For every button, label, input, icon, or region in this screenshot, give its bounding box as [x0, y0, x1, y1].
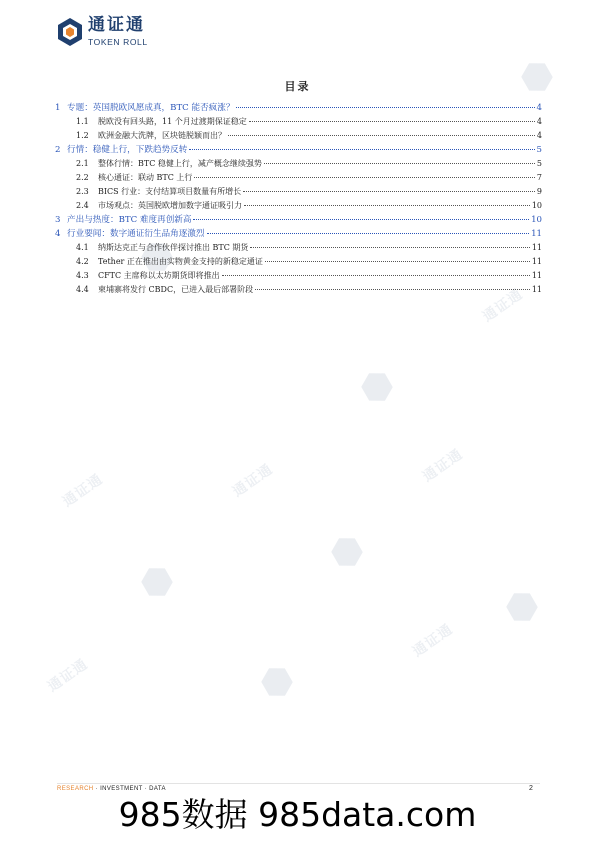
- toc-entry-page: 10: [531, 215, 542, 225]
- toc-entry-title: 市场观点：英国脱欧增加数字通证吸引力: [98, 201, 242, 210]
- toc-entry-number: 4.4: [76, 285, 89, 294]
- source-watermark-banner: 985数据 985data.com: [118, 795, 477, 834]
- toc-dot-leader: [228, 134, 535, 136]
- toc-entry-page: 4: [536, 103, 542, 113]
- toc-subsection-entry[interactable]: [55, 241, 542, 255]
- toc-entry-number: 4.3: [76, 271, 89, 280]
- footer-tagline-accent: RESEARCH: [57, 786, 94, 792]
- toc-subsection-entry[interactable]: [55, 255, 542, 269]
- watermark-logo-icon: [354, 364, 400, 410]
- toc-entry-page: 11: [531, 285, 542, 294]
- toc-subsection-entry[interactable]: [55, 269, 542, 283]
- toc-entry-page: 9: [536, 187, 542, 196]
- toc-entry-number: 1.2: [76, 131, 89, 140]
- toc-entry-title: 柬埔寨将发行 CBDC，已进入最后部署阶段: [98, 285, 254, 294]
- toc-entry-title: 纳斯达克正与合作伙伴探讨推出 BTC 期货: [98, 243, 249, 252]
- toc-entry-title: 核心通证：联动 BTC 上行: [98, 173, 193, 182]
- toc-entry-page: 5: [536, 159, 542, 168]
- watermark-text: 通证通: [230, 461, 277, 501]
- toc-entry-number: 2.4: [76, 201, 89, 210]
- watermark-logo-icon: [254, 659, 300, 705]
- toc-title: 目录: [284, 80, 311, 93]
- toc-dot-leader: [243, 190, 535, 192]
- footer-tagline-rest: · INVESTMENT · DATA: [93, 786, 166, 792]
- toc-entry-number: 2.1: [76, 159, 89, 168]
- toc-entry-page: 11: [531, 271, 542, 280]
- toc-entry-number: 4: [55, 229, 61, 239]
- toc-subsection-entry[interactable]: [55, 283, 542, 297]
- watermark-logo-icon: [134, 559, 180, 605]
- watermark-logo-icon: [499, 584, 545, 630]
- toc-entry-title: CFTC 主席称以太坊期货即将推出: [98, 271, 220, 280]
- toc-section-entry[interactable]: [55, 101, 542, 115]
- toc-entry-page: 10: [531, 201, 542, 210]
- watermark-text: 通证通: [410, 621, 457, 661]
- toc-entry-number: 4.2: [76, 257, 89, 266]
- toc-entry-number: 2.2: [76, 173, 89, 182]
- footer-divider: [57, 783, 540, 784]
- toc-entry-number: 2: [55, 145, 61, 155]
- toc-dot-leader: [249, 120, 535, 122]
- toc-entry-number: 4.1: [76, 243, 89, 252]
- toc-entry-number: 1: [55, 103, 61, 113]
- toc-entry-page: 4: [536, 131, 542, 140]
- toc-dot-leader: [244, 204, 530, 206]
- toc-dot-leader: [222, 274, 530, 276]
- watermark-text: 通证通: [480, 286, 527, 326]
- toc-dot-leader: [189, 148, 534, 150]
- toc-subsection-entry[interactable]: [55, 199, 542, 213]
- watermark-logo-icon: [324, 529, 370, 575]
- toc-entry-title: Tether 正在推出由实物黄金支持的新稳定通证: [98, 257, 263, 266]
- toc-dot-leader: [264, 162, 535, 164]
- toc-dot-leader: [207, 232, 530, 234]
- toc-dot-leader: [236, 106, 534, 108]
- toc-section-entry[interactable]: [55, 227, 542, 241]
- toc-entry-title: BICS 行业：支付结算项目数量有所增长: [98, 187, 242, 196]
- toc-subsection-entry[interactable]: [55, 171, 542, 185]
- toc-entry-page: 5: [536, 145, 542, 155]
- toc-entry-page: 4: [536, 117, 542, 126]
- toc-section-entry[interactable]: [55, 143, 542, 157]
- company-logo: [57, 16, 148, 48]
- logo-chinese-name: 通证通: [88, 15, 145, 35]
- page-number: 2: [529, 785, 533, 792]
- logo-english-name: TOKEN ROLL: [88, 37, 148, 47]
- toc-entry-page: 11: [531, 257, 542, 266]
- toc-entry-title: 欧洲金融大洗牌，区块链脱颖而出？: [98, 131, 226, 140]
- toc-entry-title: 产出与热度：BTC 难度再创新高: [67, 215, 192, 225]
- toc-dot-leader: [250, 246, 529, 248]
- toc-dot-leader: [265, 260, 530, 262]
- toc-subsection-entry[interactable]: [55, 157, 542, 171]
- watermark-text: 通证通: [45, 656, 92, 696]
- toc-section-entry[interactable]: [55, 213, 542, 227]
- toc-subsection-entry[interactable]: [55, 185, 542, 199]
- toc-entry-title: 整体行情：BTC 稳健上行，减产概念继续强势: [98, 159, 262, 168]
- watermark-text: 通证通: [420, 446, 467, 486]
- toc-subsection-entry[interactable]: [55, 115, 542, 129]
- toc-entry-number: 3: [55, 215, 61, 225]
- toc-dot-leader: [193, 218, 529, 220]
- toc-dot-leader: [255, 288, 530, 290]
- toc-entry-page: 11: [531, 229, 542, 239]
- toc-entry-page: 11: [531, 243, 542, 252]
- toc-entry-title: 行业要闻：数字通证衍生品角逐激烈: [67, 229, 205, 239]
- watermark-text: 通证通: [60, 471, 107, 511]
- toc-entry-title: 专题：英国脱欧风愿成真，BTC 能否疯涨？: [67, 103, 235, 113]
- toc-dot-leader: [194, 176, 534, 178]
- toc-subsection-entry[interactable]: [55, 129, 542, 143]
- toc-entry-title: 脱欧没有回头路，11 个月过渡期保证稳定: [98, 117, 247, 126]
- toc-entry-page: 7: [536, 173, 542, 182]
- logo-hexagon-icon: [57, 17, 83, 47]
- toc-entry-number: 2.3: [76, 187, 89, 196]
- toc-entry-title: 行情：稳健上行，下跌趋势反转: [67, 145, 188, 155]
- toc-entry-number: 1.1: [76, 117, 89, 126]
